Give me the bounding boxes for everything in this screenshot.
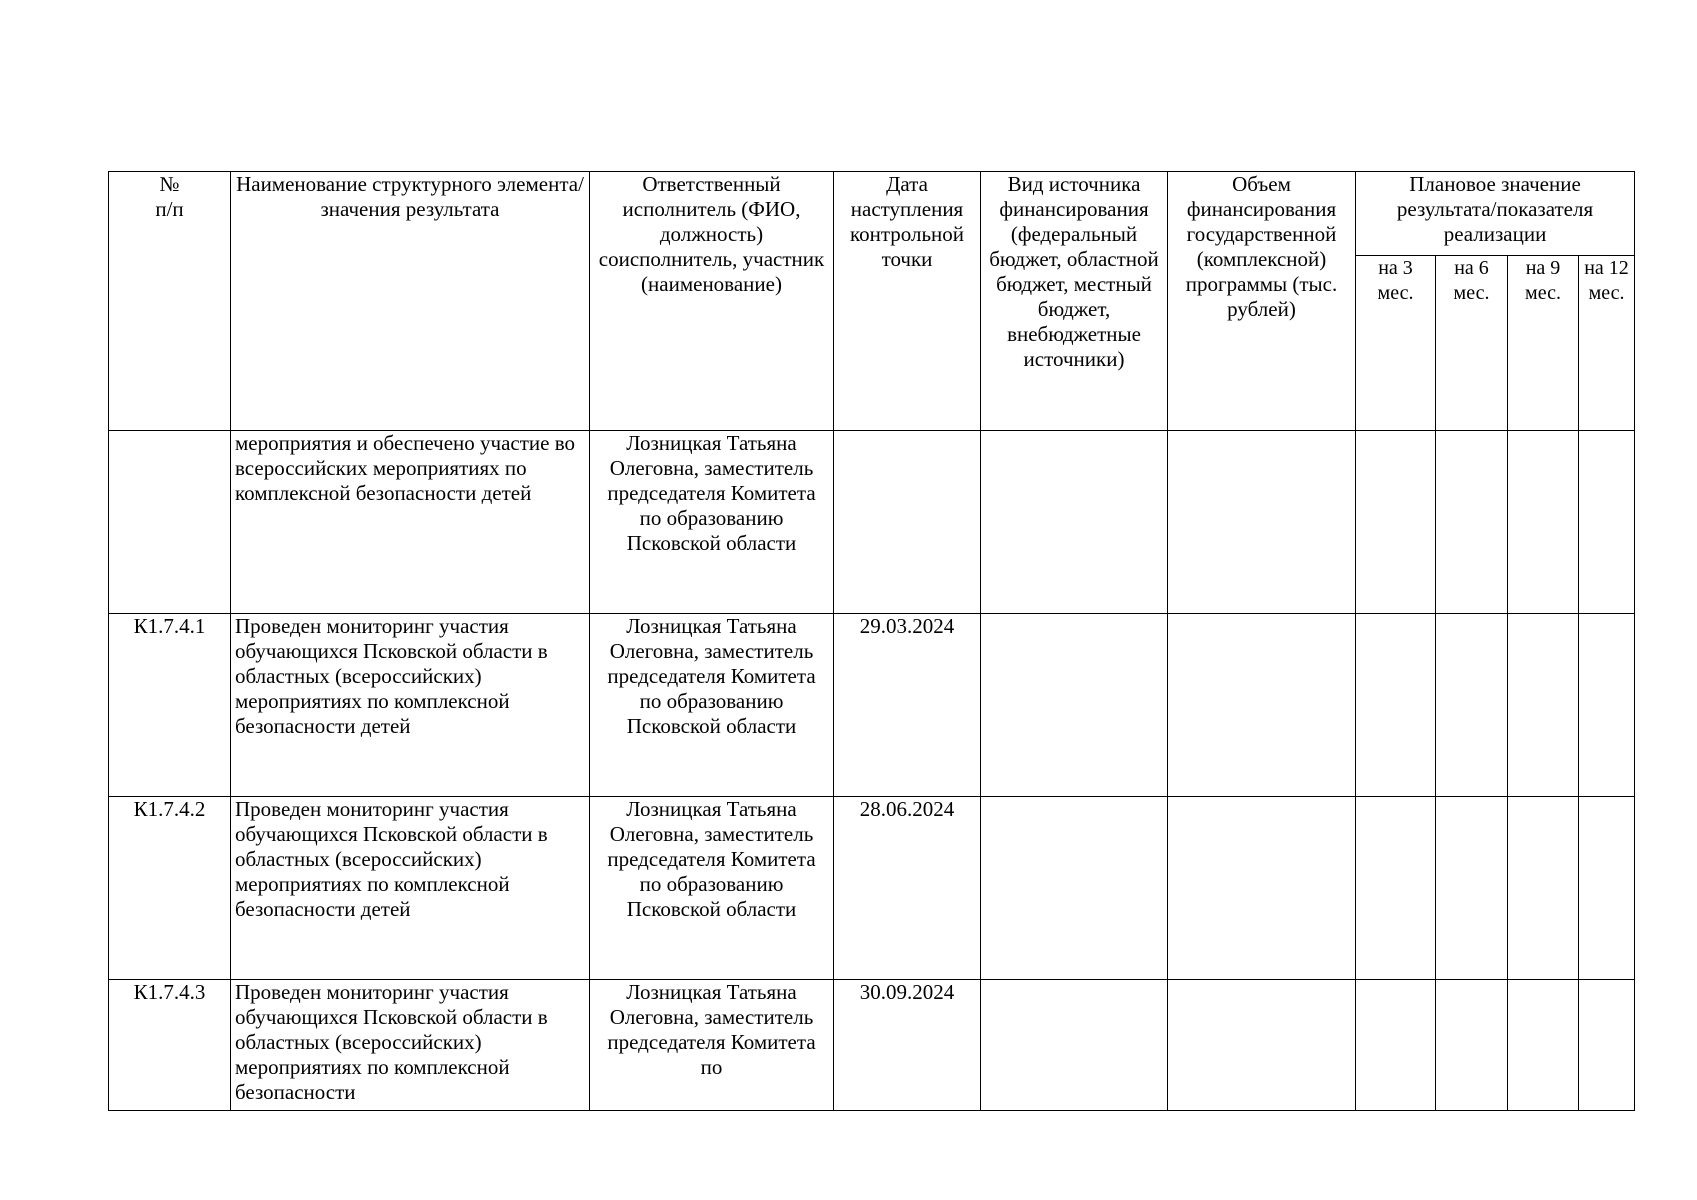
- row-responsible: Лозницкая Татьяна Олеговна, заместитель председателя Комитета по образованию Псковской области: [590, 797, 834, 980]
- row-plan-12: [1579, 980, 1635, 1111]
- row-plan-3: [1356, 431, 1436, 614]
- row-plan-3: [1356, 614, 1436, 797]
- row-number: К1.7.4.3: [109, 980, 231, 1111]
- header-plan: Плановое значение результата/показателя реализации: [1356, 172, 1635, 256]
- row-volume: [1168, 797, 1356, 980]
- row-volume: [1168, 431, 1356, 614]
- table-row: [109, 797, 1635, 980]
- row-name: мероприятия и обеспечено участие во всероссийских мероприятиях по комплексной безопасности детей: [231, 431, 590, 614]
- row-date: 28.06.2024: [834, 797, 981, 980]
- header-name: Наименование структурного элемента/ значения результата: [231, 172, 590, 431]
- plan-table: [108, 171, 1635, 1111]
- row-date: [834, 431, 981, 614]
- header-responsible: Ответственный исполнитель (ФИО, должность) соисполнитель, участник (наименование): [590, 172, 834, 431]
- row-source: [981, 614, 1168, 797]
- row-plan-12: [1579, 614, 1635, 797]
- header-num-text: № п/п: [155, 172, 184, 221]
- row-responsible: Лозницкая Татьяна Олеговна, заместитель председателя Комитета по образованию Псковской области: [590, 614, 834, 797]
- row-date: 30.09.2024: [834, 980, 981, 1111]
- row-plan-9: [1508, 980, 1579, 1111]
- header-num: [109, 172, 231, 431]
- row-plan-3: [1356, 797, 1436, 980]
- row-name-text: Проведен мониторинг участия обучающихся Псковской области в областных (всероссийских) мероприятиях по комплексной безопасности: [235, 980, 548, 1104]
- header-volume: Объем финансирования государственной (комплексной) программы (тыс. рублей): [1168, 172, 1356, 431]
- row-volume: [1168, 614, 1356, 797]
- header-source: Вид источника финансирования (федеральный бюджет, областной бюджет, местный бюджет, внебюджетные источники): [981, 172, 1168, 431]
- row-date: 29.03.2024: [834, 614, 981, 797]
- row-plan-6: [1436, 614, 1508, 797]
- row-plan-6: [1436, 431, 1508, 614]
- row-source: [981, 431, 1168, 614]
- table-header-row: [109, 172, 1635, 256]
- header-12-months: на 12 мес.: [1579, 256, 1635, 431]
- row-name: Проведен мониторинг участия обучающихся Псковской области в областных (всероссийских) мероприятиях по комплексной безопасности детей: [231, 614, 590, 797]
- table-row: [109, 980, 1635, 1111]
- table-row: [109, 614, 1635, 797]
- header-6-months: на 6 мес.: [1436, 256, 1508, 431]
- row-plan-12: [1579, 797, 1635, 980]
- row-name: Проведен мониторинг участия обучающихся Псковской области в областных (всероссийских) мероприятиях по комплексной безопасности детей: [231, 797, 590, 980]
- table-row: [109, 431, 1635, 614]
- header-date: Дата наступления контрольной точки: [834, 172, 981, 431]
- row-number: [109, 431, 231, 614]
- row-responsible: Лозницкая Татьяна Олеговна, заместитель председателя Комитета по образованию Псковской области: [590, 431, 834, 614]
- row-number: К1.7.4.2: [109, 797, 231, 980]
- row-plan-6: [1436, 797, 1508, 980]
- row-plan-12: [1579, 431, 1635, 614]
- row-plan-3: [1356, 980, 1436, 1111]
- row-source: [981, 980, 1168, 1111]
- header-9-months: на 9 мес.: [1508, 256, 1579, 431]
- row-name: [231, 980, 590, 1111]
- row-responsible: [590, 980, 834, 1111]
- row-responsible-text: Лозницкая Татьяна Олеговна, заместитель председателя Комитета по: [607, 980, 816, 1079]
- row-number: К1.7.4.1: [109, 614, 231, 797]
- header-3-months: на 3 мес.: [1356, 256, 1436, 431]
- row-plan-9: [1508, 797, 1579, 980]
- row-plan-9: [1508, 431, 1579, 614]
- row-source: [981, 797, 1168, 980]
- row-volume: [1168, 980, 1356, 1111]
- row-plan-6: [1436, 980, 1508, 1111]
- row-plan-9: [1508, 614, 1579, 797]
